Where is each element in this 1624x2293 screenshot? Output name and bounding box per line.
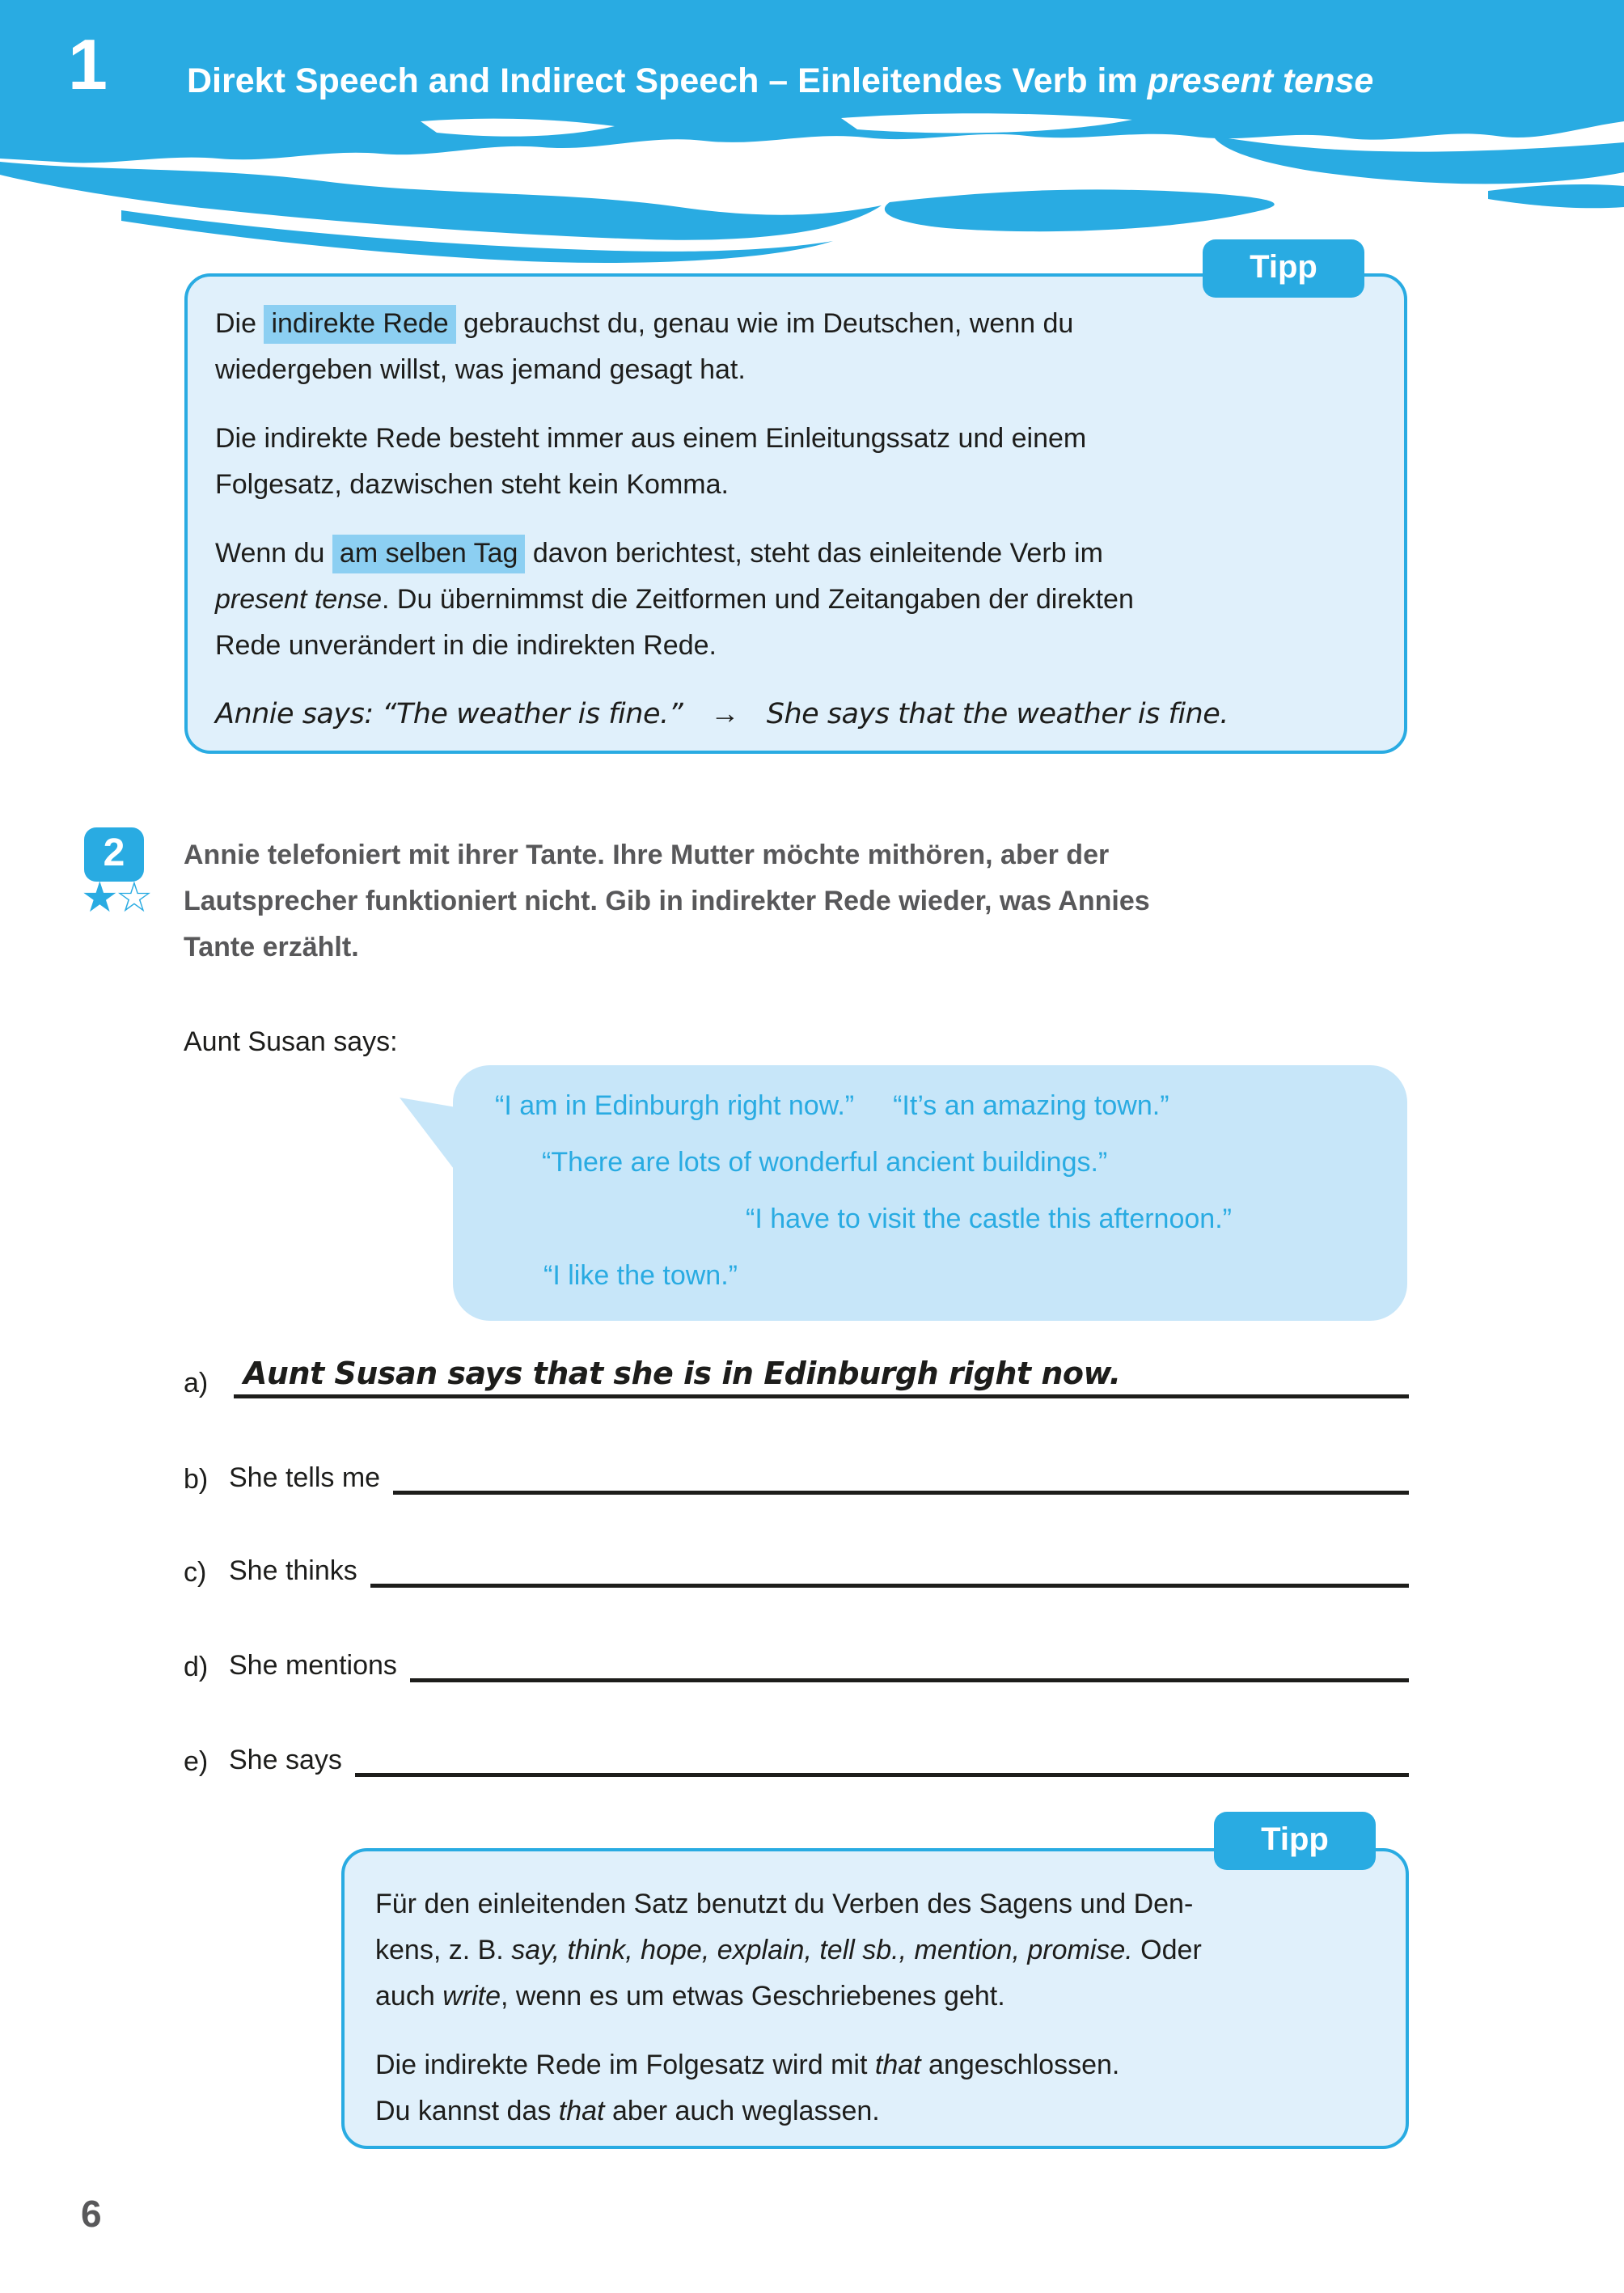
item-prefix: She says [229,1744,342,1775]
tip-tab-1: Tipp [1203,239,1364,298]
highlighted-term: am selben Tag [332,535,526,573]
item-prefix: She tells me [229,1462,381,1493]
italic-term: present tense [215,584,383,615]
tip-box-grammar [184,273,1407,754]
difficulty-stars [81,874,150,921]
answer-row-c [184,1542,1409,1588]
answer-blank-d[interactable] [410,1636,1409,1682]
tip-tab-2: Tipp [1214,1812,1376,1870]
text-segment: , wenn es um etwas Geschriebenes geht. [500,1981,1005,2012]
handwritten-answer: Aunt Susan says that she is in Edinburgh right now. [243,1356,1121,1391]
answer-blank-b[interactable] [393,1449,1409,1495]
prompt-line: Lautsprecher funktioniert nicht. Gib in indirekter Rede wieder, was Annies [184,886,1150,916]
item-label: c) [184,1556,207,1588]
star-filled-icon: ★ [81,874,116,921]
item-label: d) [184,1651,209,1682]
header-banner [0,0,1624,271]
brush-stroke-graphic [0,0,1624,271]
page-title-main: Direkt Speech and Indirect Speech – Einleitendes Verb im [187,61,1148,100]
text-segment: angeschlossen. [920,2050,1120,2080]
item-prefix: She mentions [229,1649,397,1681]
italic-term: that [558,2096,605,2126]
item-prefix: She thinks [229,1555,357,1586]
tip1-paragraph-2 [215,416,1380,508]
text-segment: Wenn du [215,538,332,569]
prompt-line: Annie telefoniert mit ihrer Tante. Ihre Mutter möchte mithören, aber der [184,840,1110,870]
italic-term: write [442,1981,501,2012]
exercise-prompt [184,832,1364,971]
text-segment: . Du übernimmst die Zeitformen und Zeitangaben der direkten [382,584,1134,615]
highlighted-term: indirekte Rede [264,305,455,344]
speech-bubble-tail [400,1094,456,1172]
example-indirect-speech: She says that the weather is fine. [766,698,1229,730]
answer-blank-c[interactable] [370,1542,1409,1588]
exercise-number-badge: 2 [84,827,144,882]
answer-blank-e[interactable] [355,1731,1409,1777]
text-segment: gebrauchst du, genau wie im Deutschen, wenn du [455,308,1074,339]
star-outline-icon: ☆ [115,874,150,921]
bubble-quote-line [453,1191,1407,1247]
item-label: b) [184,1463,209,1495]
item-label: a) [184,1367,209,1398]
text-segment: Du kannst das [375,2096,559,2126]
bubble-quote-line [453,1077,1407,1134]
text-segment: kens, z. B. [375,1935,512,1965]
answer-row-d [184,1636,1409,1682]
prompt-line: Tante erzählt. [184,932,359,962]
page-title-italic: present tense [1147,61,1374,100]
bubble-quote-line [453,1134,1407,1191]
answer-blank-a[interactable] [234,1352,1409,1398]
tip2-paragraph-2 [375,2042,1381,2134]
answer-row-e [184,1731,1409,1777]
example-direct-speech: Annie says: “The weather is fine.” [215,698,683,730]
example-sentence [215,690,1380,736]
page-number: 6 [81,2193,102,2235]
text-segment: Oder [1132,1935,1202,1965]
item-label: e) [184,1745,209,1777]
text-segment: davon berichtest, steht das einleitende Verb im [525,538,1103,569]
text-line: Für den einleitenden Satz benutzt du Verben des Sagens und Den- [375,1889,1194,1919]
arrow-icon: → [710,696,739,730]
answer-row-b [184,1449,1409,1495]
bubble-quote-line [453,1247,1407,1304]
italic-term: that [874,2050,921,2080]
quote: “There are lots of wonderful ancient buildings.” [542,1147,1108,1178]
tip2-paragraph-1 [375,1881,1381,2020]
tip1-paragraph-1 [215,301,1380,393]
quote: “I like the town.” [543,1260,738,1291]
quote: “I have to visit the castle this afternoon.” [746,1204,1232,1234]
quote: “I am in Edinburgh right now.” [495,1090,855,1121]
tip-box-verbs [341,1848,1409,2149]
tip1-paragraph-3 [215,531,1380,669]
italic-term: say, think, hope, explain, tell sb., mention, promise. [511,1935,1133,1965]
text-segment: Die [215,308,264,339]
text-line: Die indirekte Rede besteht immer aus einem Einleitungssatz und einem [215,423,1087,454]
text-line: Rede unverändert in die indirekten Rede. [215,630,717,661]
answer-row-a [184,1352,1409,1398]
text-line: wiedergeben willst, was jemand gesagt hat. [215,354,746,385]
speech-bubble [453,1065,1407,1321]
exercise-intro: Aunt Susan says: [184,1026,398,1057]
text-segment: Die indirekte Rede im Folgesatz wird mit [375,2050,875,2080]
text-segment: aber auch weglassen. [604,2096,880,2126]
unit-number: 1 [68,24,108,104]
page-title [187,61,1373,101]
text-segment: auch [375,1981,443,2012]
quote: “It’s an amazing town.” [893,1090,1169,1121]
text-line: Folgesatz, dazwischen steht kein Komma. [215,469,729,500]
